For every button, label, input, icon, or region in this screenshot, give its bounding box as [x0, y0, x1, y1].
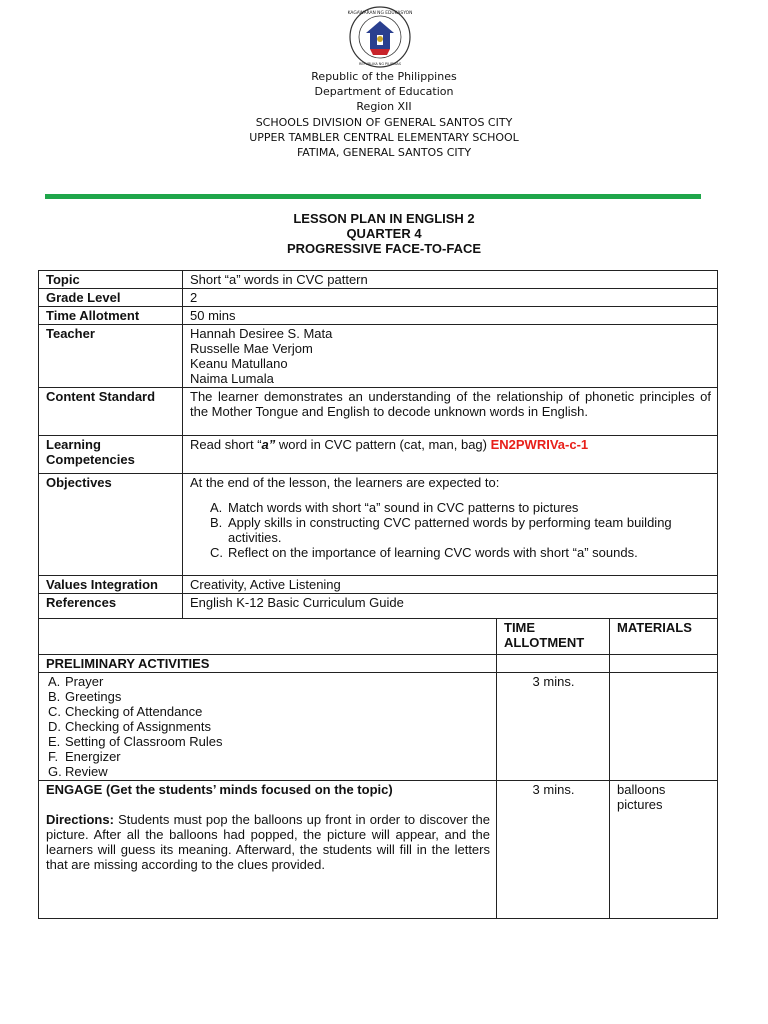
engage-time: 3 mins.	[497, 781, 610, 919]
teacher-name: Keanu Matullano	[190, 356, 288, 371]
list-item	[48, 689, 490, 704]
header-line-5: UPPER TAMBLER CENTRAL ELEMENTARY SCHOOL	[249, 130, 519, 144]
list-item	[48, 704, 490, 719]
objectives-label: Objectives	[39, 474, 183, 576]
material-item: balloons	[617, 782, 666, 797]
learning-text-pre: Read short “	[190, 437, 262, 452]
list-marker: B.	[48, 689, 61, 704]
list-text: Checking of Assignments	[65, 719, 211, 734]
material-item: pictures	[617, 797, 663, 812]
list-item	[48, 734, 490, 749]
objective-marker: A.	[210, 500, 223, 515]
learning-label-line-2: Competencies	[46, 452, 135, 467]
learning-competencies-value	[183, 436, 718, 474]
time-header-line-2: ALLOTMENT	[504, 635, 585, 650]
learning-competencies-label	[39, 436, 183, 474]
objective-text: Reflect on the importance of learning CVC words with short “a” sounds.	[228, 545, 638, 560]
objective-item	[210, 545, 711, 560]
objectives-list	[190, 500, 711, 560]
engage-cell	[39, 781, 497, 919]
list-marker: A.	[48, 674, 61, 689]
list-text: Energizer	[65, 749, 121, 764]
header-line-6: FATIMA, GENERAL SANTOS CITY	[296, 146, 472, 160]
grade-value: 2	[183, 289, 718, 307]
list-marker: G.	[48, 764, 62, 779]
seal-text-bottom: REPUBLIKA NG PILIPINAS	[358, 62, 402, 66]
preliminary-activities-heading: PRELIMINARY ACTIVITIES	[39, 655, 497, 673]
directions-label: Directions:	[46, 812, 114, 827]
references-value: English K-12 Basic Curriculum Guide	[183, 594, 718, 619]
learning-text-a: a”	[261, 437, 276, 452]
time-allotment-header	[497, 619, 610, 655]
grade-label: Grade Level	[39, 289, 183, 307]
topic-value: Short “a” words in CVC pattern	[183, 271, 718, 289]
content-standard-label: Content Standard	[39, 388, 183, 436]
list-text: Prayer	[65, 674, 104, 689]
lesson-plan-table	[38, 270, 718, 919]
seal-text-top: KAGAWARAN NG EDUKASYON	[347, 11, 413, 16]
list-item	[48, 719, 490, 734]
header-line-1: Republic of the Philippines	[311, 70, 457, 83]
prelim-heading-materials	[610, 655, 718, 673]
activities-header-blank	[39, 619, 497, 655]
row-references	[39, 594, 718, 619]
title-line-1: LESSON PLAN IN ENGLISH 2	[293, 211, 475, 226]
row-values	[39, 576, 718, 594]
topic-label: Topic	[39, 271, 183, 289]
row-column-headers	[39, 619, 718, 655]
prelim-time: 3 mins.	[497, 673, 610, 781]
content-standard-value: The learner demonstrates an understanding of the relationship of phonetic principles of the Mother Tongue and English to decode unknown words in English.	[183, 388, 718, 436]
header-line-4: SCHOOLS DIVISION OF GENERAL SANTOS CITY	[255, 115, 513, 129]
objectives-intro: At the end of the lesson, the learners are expected to:	[190, 475, 500, 490]
row-content-standard	[39, 388, 718, 436]
engage-materials	[610, 781, 718, 919]
deped-seal-logo	[343, 5, 417, 69]
prelim-heading-time	[497, 655, 610, 673]
directions-text: Students must pop the balloons up front in order to discover the picture. After all the balloons had popped, the picture will appear, and the learners will guess its meaning. Afterward, the students will fill in the letters that are missing according to the clues provided.	[46, 812, 490, 872]
teacher-list	[183, 325, 718, 388]
row-topic	[39, 271, 718, 289]
engage-heading: ENGAGE (Get the students’ minds focused on the topic)	[46, 782, 393, 797]
header-line-3: Region XII	[356, 100, 412, 114]
row-engage	[39, 781, 718, 919]
teacher-name: Hannah Desiree S. Mata	[190, 326, 333, 341]
list-text: Review	[65, 764, 108, 779]
list-item	[48, 749, 490, 764]
header-divider	[45, 194, 701, 199]
objective-text: Apply skills in constructing CVC patterned words by performing team building activities.	[228, 515, 672, 545]
teacher-label: Teacher	[39, 325, 183, 388]
list-item	[48, 764, 490, 779]
title-line-3: PROGRESSIVE FACE-TO-FACE	[286, 241, 482, 256]
objectives-cell	[183, 474, 718, 576]
document-title	[0, 211, 768, 256]
learning-text-post: word in CVC pattern (cat, man, bag)	[275, 437, 491, 452]
time-value: 50 mins	[183, 307, 718, 325]
row-grade	[39, 289, 718, 307]
values-value: Creativity, Active Listening	[183, 576, 718, 594]
row-time	[39, 307, 718, 325]
time-header-line-1: TIME	[504, 620, 536, 635]
list-text: Checking of Attendance	[65, 704, 203, 719]
row-teacher	[39, 325, 718, 388]
list-marker: E.	[48, 734, 61, 749]
materials-header: MATERIALS	[610, 619, 718, 655]
title-line-2: QUARTER 4	[346, 226, 422, 241]
teacher-name: Naima Lumala	[190, 371, 274, 386]
objective-item	[210, 515, 711, 545]
preliminary-activities-list	[39, 673, 497, 781]
row-prelim-items	[39, 673, 718, 781]
list-marker: D.	[48, 719, 61, 734]
header-line-2: Department of Education	[314, 85, 454, 99]
objective-marker: C.	[210, 545, 223, 560]
prelim-materials	[610, 673, 718, 781]
prelim-list	[46, 674, 490, 779]
teacher-name: Russelle Mae Verjom	[190, 341, 313, 356]
values-label: Values Integration	[39, 576, 183, 594]
references-label: References	[39, 594, 183, 619]
objective-marker: B.	[210, 515, 223, 530]
competency-code: EN2PWRIVa-c-1	[490, 437, 589, 452]
list-text: Greetings	[65, 689, 122, 704]
row-prelim-heading	[39, 655, 718, 673]
list-item	[48, 674, 490, 689]
objective-item	[210, 500, 711, 515]
list-text: Setting of Classroom Rules	[65, 734, 223, 749]
time-label: Time Allotment	[39, 307, 183, 325]
engage-directions	[46, 812, 490, 872]
objective-text: Match words with short “a” sound in CVC patterns to pictures	[228, 500, 579, 515]
letterhead	[0, 69, 768, 160]
row-learning-competencies	[39, 436, 718, 474]
learning-label-line-1: Learning	[46, 437, 101, 452]
row-objectives	[39, 474, 718, 576]
list-marker: C.	[48, 704, 61, 719]
list-marker: F.	[48, 749, 59, 764]
